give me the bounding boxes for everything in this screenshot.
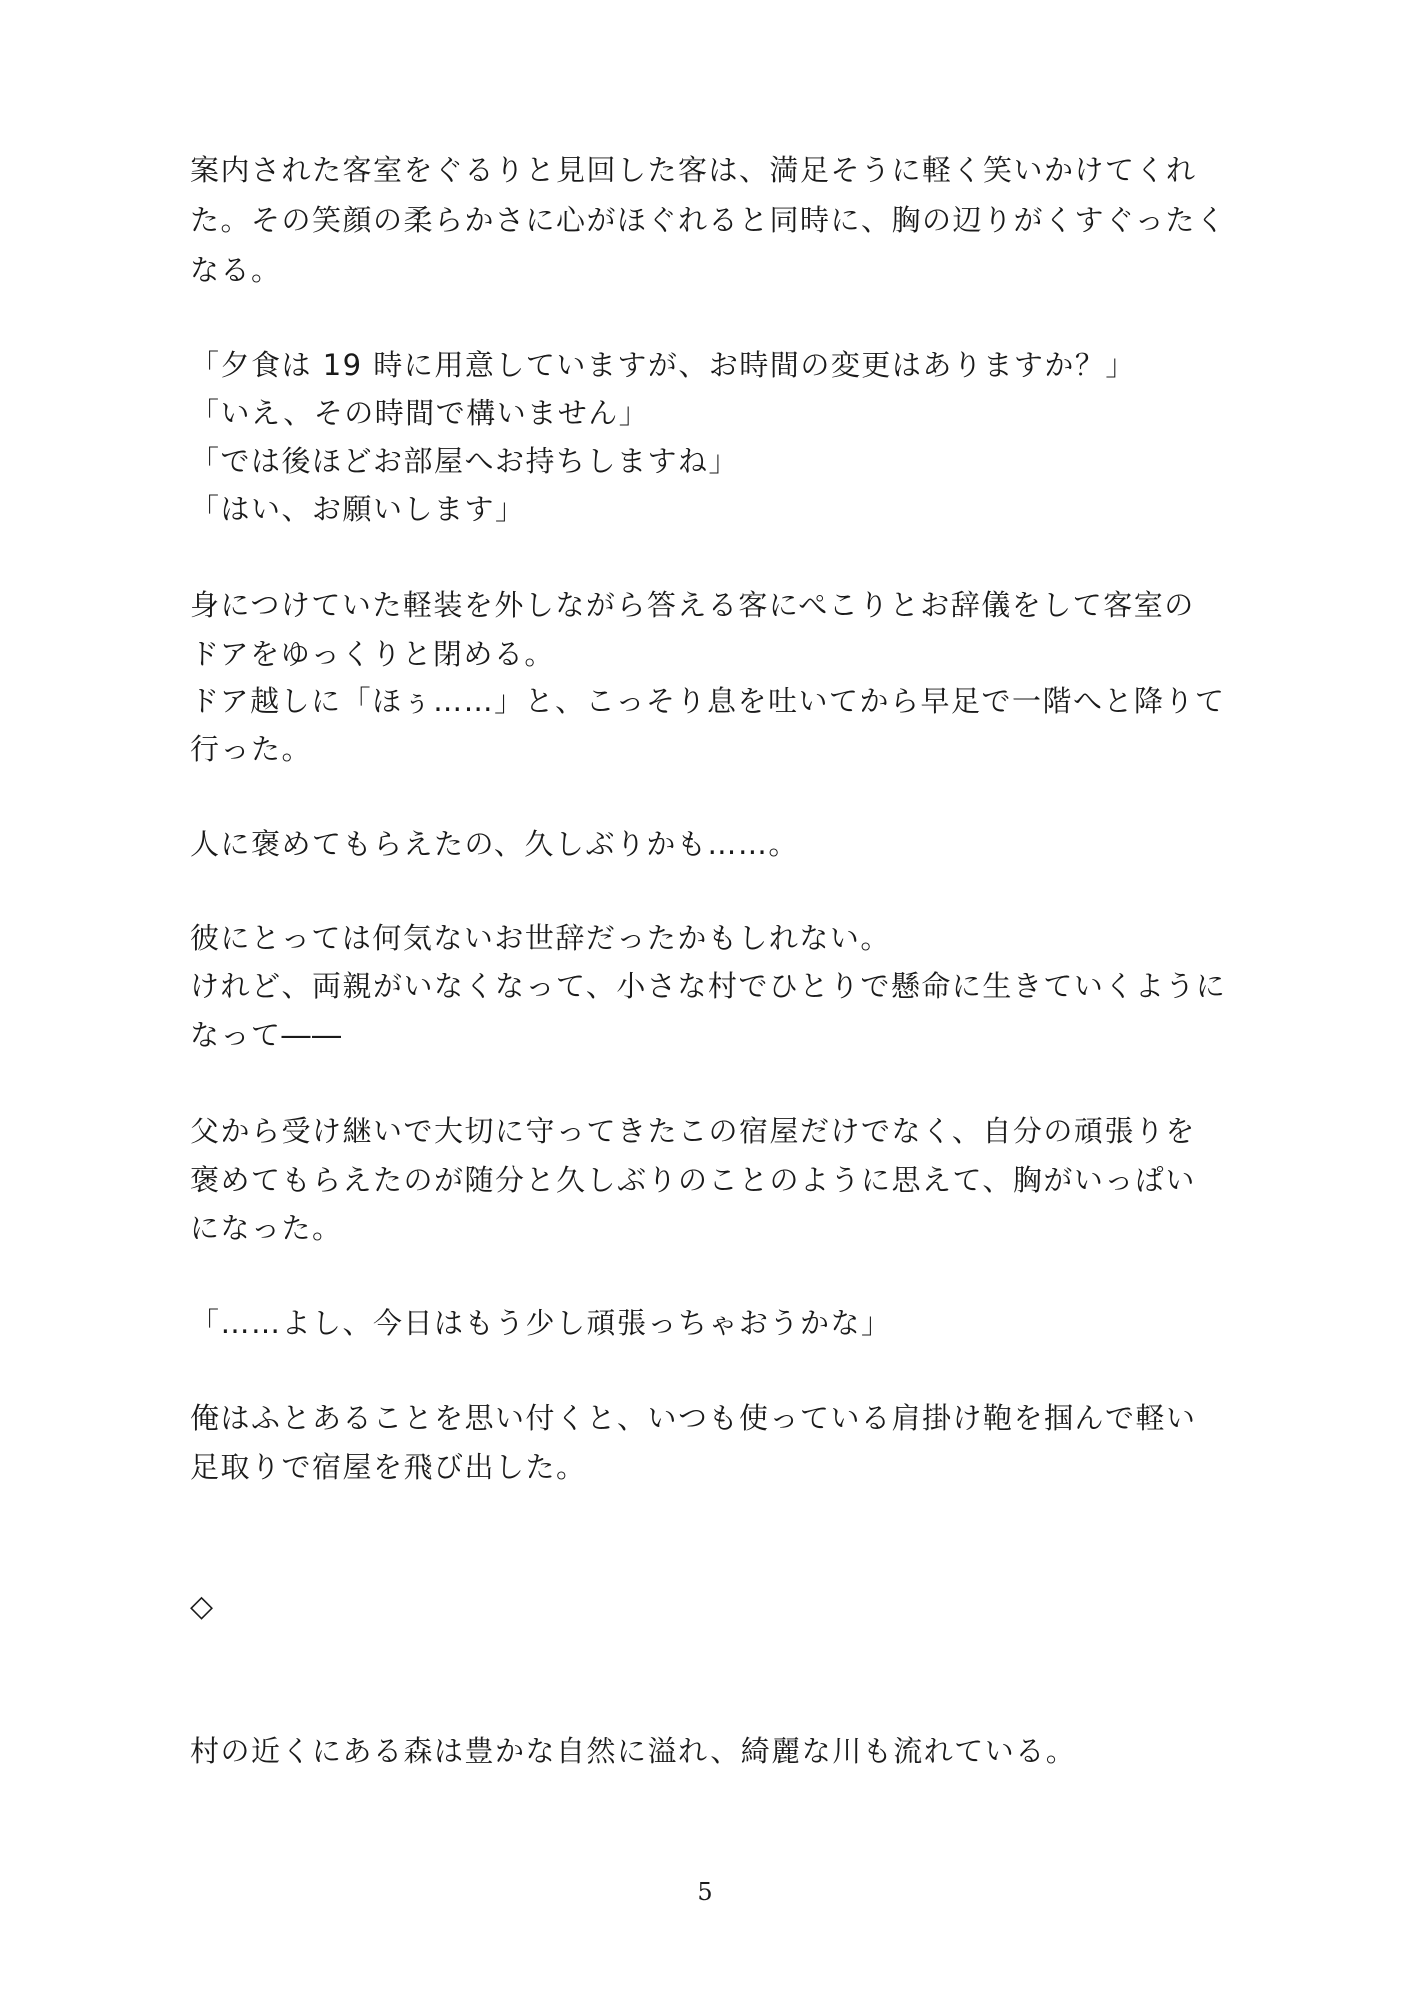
text-line: 村の近くにある森は豊かな自然に溢れ、綺麗な川も流れている。 — [190, 1734, 1077, 1768]
page-number: 5 — [697, 1878, 713, 1906]
text-line: けれど、両親がいなくなって、小さな村でひとりで懸命に生きていくように — [190, 969, 1227, 1003]
text-line: なる。 — [190, 253, 282, 287]
text-line: 案内された客室をぐるりと見回した客は、満足そうに軽く笑いかけてくれ — [190, 153, 1197, 187]
text-line: 俺はふとあることを思い付くと、いつも使っている肩掛け鞄を掴んで軽い — [190, 1401, 1197, 1435]
text-line: た。その笑顔の柔らかさに心がほぐれると同時に、胸の辺りがくすぐったく — [190, 203, 1227, 237]
text-line: ドアをゆっくりと閉める。 — [190, 637, 555, 671]
dialogue-line: 「……よし、今日はもう少し頑張っちゃおうかな」 — [190, 1306, 892, 1340]
text-line: 人に褒めてもらえたの、久しぶりかも……。 — [190, 827, 799, 861]
text-line: 彼にとっては何気ないお世辞だったかもしれない。 — [190, 921, 891, 955]
dialogue-line: 「では後ほどお部屋へお持ちしますね」 — [190, 444, 740, 478]
text-line: なって―― — [190, 1018, 343, 1052]
dialogue-line: 「夕食は 19 時に用意していますが、お時間の変更はありますか？」 — [190, 348, 1136, 382]
dialogue-line: 「はい、お願いします」 — [190, 492, 526, 526]
text-line: になった。 — [190, 1211, 343, 1245]
text-line: 足取りで宿屋を飛び出した。 — [190, 1450, 587, 1484]
dialogue-line: 「いえ、その時間で構いません」 — [190, 396, 650, 430]
section-break-diamond: ◇ — [190, 1589, 214, 1624]
text-line: 行った。 — [190, 732, 313, 766]
text-line: 褒めてもらえたのが随分と久しぶりのことのように思えて、胸がいっぱい — [190, 1163, 1196, 1197]
text-line: ドア越しに「ほぅ……」と、こっそり息を吐いてから早足で一階へと降りて — [190, 684, 1226, 718]
text-line: 父から受け継いで大切に守ってきたこの宿屋だけでなく、自分の頑張りを — [190, 1114, 1196, 1148]
text-line: 身につけていた軽装を外しながら答える客にぺこりとお辞儀をして客室の — [190, 588, 1195, 622]
